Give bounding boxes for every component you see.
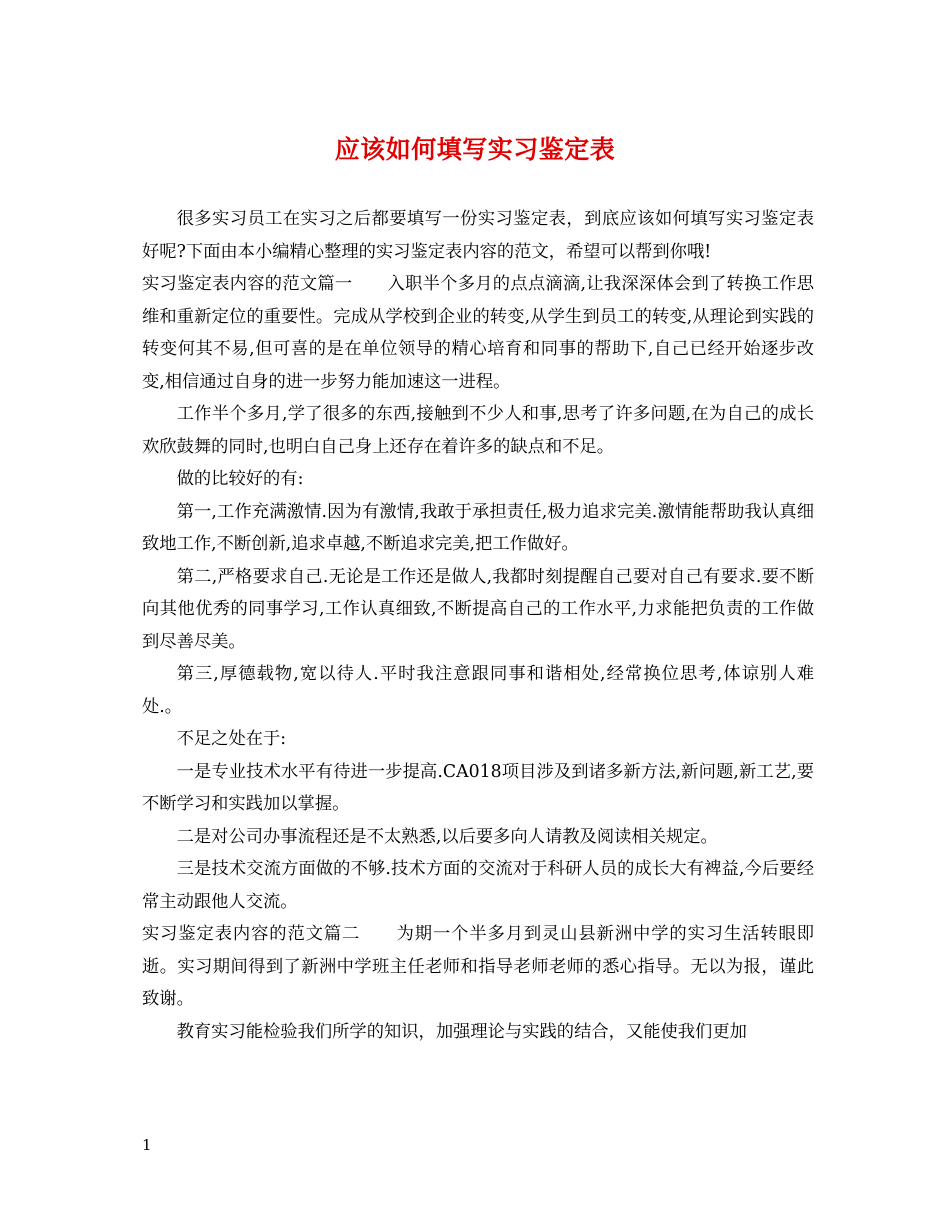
paragraph-strength-two: 第二,严格要求自己.无论是工作还是做人,我都时刻提醒自己要对自己有要求.要不断向其他优秀的同事学习,工作认真细致,不断提高自己的工作水平,力求能把负责的工作做到尽善尽美。	[142, 566, 814, 652]
document-body	[142, 203, 814, 1048]
document-title: 应该如何填写实习鉴定表	[334, 135, 616, 164]
paragraph-sample-two: 实习鉴定表内容的范文篇二 为期一个半多月到灵山县新洲中学的实习生活转眼即逝。实习期间得到了新洲中学班主任老师和指导老师老师的悉心指导。无以为报，谨此致谢。	[142, 924, 814, 1009]
paragraph-education-practice: 教育实习能检验我们所学的知识，加强理论与实践的结合，又能使我们更加	[176, 1021, 747, 1042]
paragraph-weaknesses-heading: 不足之处在于:	[176, 729, 287, 749]
paragraph-intro: 很多实习员工在实习之后都要填写一份实习鉴定表，到底应该如何填写实习鉴定表好呢?下面由本小编精心整理的实习鉴定表内容的范文，希望可以帮到你哦!	[142, 209, 814, 262]
paragraph-weakness-two: 二是对公司办事流程还是不太熟悉,以后要多向人请教及阅读相关规定。	[176, 826, 718, 847]
paragraph-strength-one: 第一,工作充满激情.因为有激情,我敢于承担责任,极力追求完美.激情能帮助我认真细致地工作,不断创新,追求卓越,不断追求完美,把工作做好。	[142, 501, 814, 554]
paragraph-weakness-three: 三是技术交流方面做的不够.技术方面的交流对于科研人员的成长大有裨益,今后要经常主动跟他人交流。	[142, 859, 814, 912]
page-number: 1	[142, 1136, 152, 1154]
paragraph-weakness-one: 一是专业技术水平有待进一步提高.CA018项目涉及到诸多新方法,新问题,新工艺,要不断学习和实践加以掌握。	[142, 761, 814, 814]
paragraph-strength-three: 第三,厚德载物,宽以待人.平时我注意跟同事和谐相处,经常换位思考,体谅别人难处.。	[142, 664, 814, 717]
paragraph-half-month: 工作半个多月,学了很多的东西,接触到不少人和事,思考了许多问题,在为自己的成长欢欣鼓舞的同时,也明白自己身上还存在着许多的缺点和不足。	[142, 404, 814, 457]
paragraph-sample-one: 实习鉴定表内容的范文篇一 入职半个多月的点点滴滴,让我深深体会到了转换工作思维和重新定位的重要性。完成从学校到企业的转变,从学生到员工的转变,从理论到实践的转变何其不易,但可喜的是在单位领导的精心培育和同事的帮助下,自己已经开始逐步改变,相信通过自身的进一步努力能加速这一进程。	[142, 274, 814, 392]
paragraph-strengths-heading: 做的比较好的有:	[176, 469, 304, 489]
